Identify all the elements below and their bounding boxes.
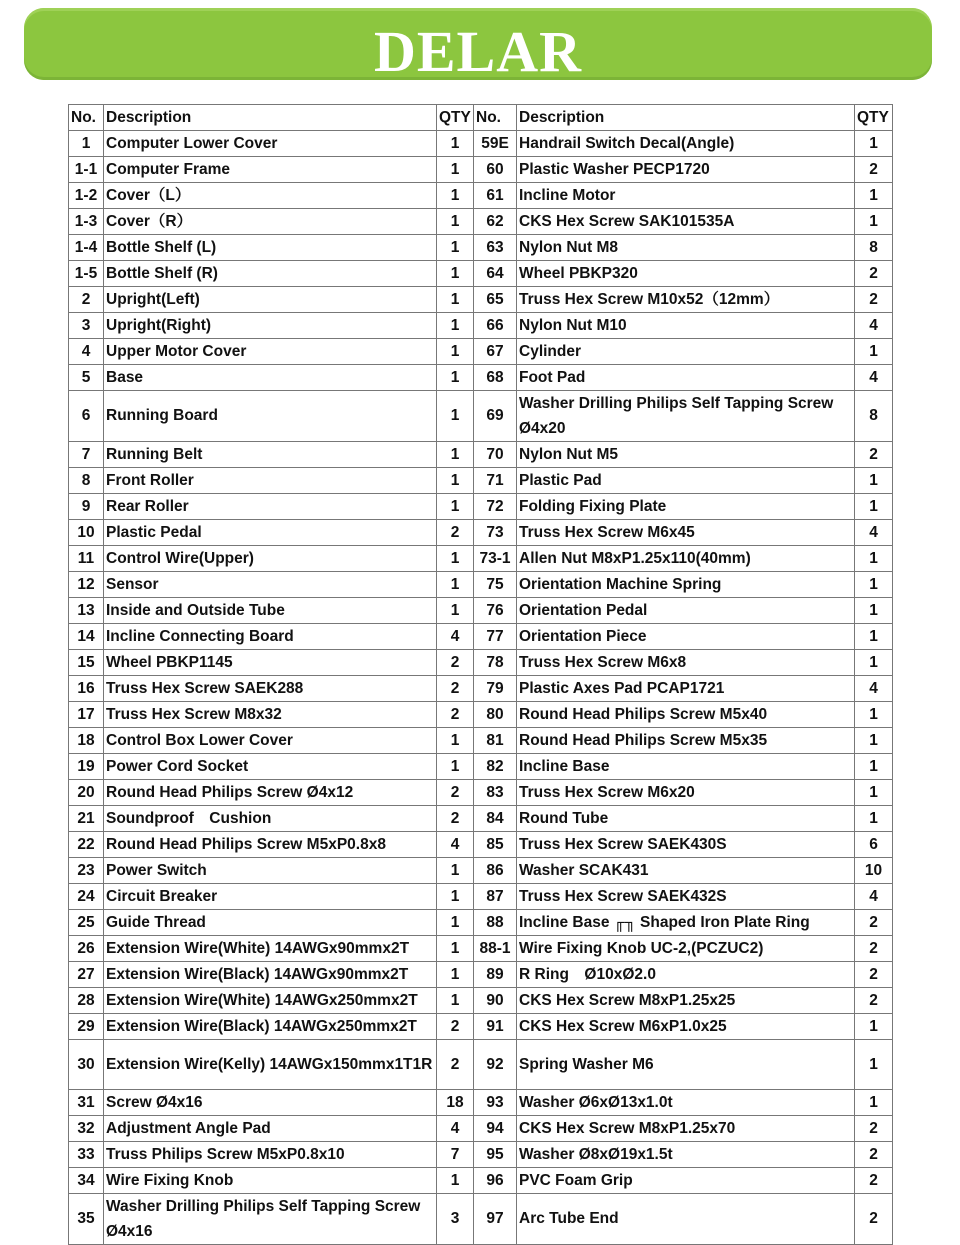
part-quantity-cell: 1 <box>437 287 474 313</box>
part-quantity-cell: 4 <box>855 365 893 391</box>
part-number-cell: 13 <box>69 598 104 624</box>
table-row <box>69 1116 893 1142</box>
part-number-cell: 25 <box>69 910 104 936</box>
table-row <box>69 313 893 339</box>
part-number-cell: 4 <box>69 339 104 365</box>
part-quantity-cell: 8 <box>855 391 893 442</box>
part-number-cell: 69 <box>474 391 517 442</box>
part-description-cell: Sensor <box>104 572 437 598</box>
part-quantity-cell: 1 <box>855 806 893 832</box>
part-quantity-cell: 4 <box>855 676 893 702</box>
part-number-cell: 5 <box>69 365 104 391</box>
part-description-cell: Adjustment Angle Pad <box>104 1116 437 1142</box>
part-number-cell: 12 <box>69 572 104 598</box>
part-description-cell: Incline Base <box>517 754 855 780</box>
part-description-cell: Nylon Nut M5 <box>517 442 855 468</box>
part-description-cell: Power Switch <box>104 858 437 884</box>
part-description-cell: Round Head Philips Screw M5x35 <box>517 728 855 754</box>
part-number-cell: 59E <box>474 131 517 157</box>
part-quantity-cell: 1 <box>855 1090 893 1116</box>
part-description-cell: Power Cord Socket <box>104 754 437 780</box>
table-row <box>69 910 893 936</box>
part-number-cell: 96 <box>474 1168 517 1194</box>
part-number-cell: 26 <box>69 936 104 962</box>
part-quantity-cell: 1 <box>855 1040 893 1090</box>
table-row <box>69 572 893 598</box>
part-quantity-cell: 1 <box>855 598 893 624</box>
part-quantity-cell: 1 <box>437 235 474 261</box>
part-description-cell: Washer Drilling Philips Self Tapping Screw Ø4x16 <box>104 1194 437 1245</box>
part-quantity-cell: 1 <box>437 209 474 235</box>
part-number-cell: 66 <box>474 313 517 339</box>
part-quantity-cell: 2 <box>855 962 893 988</box>
table-row <box>69 157 893 183</box>
part-number-cell: 88-1 <box>474 936 517 962</box>
part-number-cell: 88 <box>474 910 517 936</box>
part-quantity-cell: 4 <box>437 832 474 858</box>
part-quantity-cell: 1 <box>437 261 474 287</box>
table-row <box>69 1168 893 1194</box>
table-row <box>69 858 893 884</box>
column-header-description: Description <box>104 105 437 131</box>
part-description-cell: Computer Frame <box>104 157 437 183</box>
part-description-cell: Extension Wire(White) 14AWGx250mmx2T <box>104 988 437 1014</box>
part-description-cell: Folding Fixing Plate <box>517 494 855 520</box>
part-quantity-cell: 4 <box>855 520 893 546</box>
part-description-cell: Plastic Pad <box>517 468 855 494</box>
part-number-cell: 22 <box>69 832 104 858</box>
column-header-no: No. <box>474 105 517 131</box>
part-quantity-cell: 1 <box>437 494 474 520</box>
part-description-cell: CKS Hex Screw SAK101535A <box>517 209 855 235</box>
part-quantity-cell: 1 <box>437 754 474 780</box>
table-row <box>69 884 893 910</box>
table-row <box>69 209 893 235</box>
part-quantity-cell: 7 <box>437 1142 474 1168</box>
part-number-cell: 97 <box>474 1194 517 1245</box>
part-description-cell: Plastic Pedal <box>104 520 437 546</box>
part-number-cell: 73 <box>474 520 517 546</box>
part-description-cell: Screw Ø4x16 <box>104 1090 437 1116</box>
part-quantity-cell: 1 <box>437 365 474 391</box>
part-description-cell: Spring Washer M6 <box>517 1040 855 1090</box>
part-quantity-cell: 2 <box>437 806 474 832</box>
part-quantity-cell: 1 <box>855 494 893 520</box>
part-number-cell: 61 <box>474 183 517 209</box>
part-description-cell: Soundproof Cushion <box>104 806 437 832</box>
part-description-cell: CKS Hex Screw M8xP1.25x25 <box>517 988 855 1014</box>
part-description-cell: Circuit Breaker <box>104 884 437 910</box>
part-number-cell: 94 <box>474 1116 517 1142</box>
part-description-cell: Cylinder <box>517 339 855 365</box>
part-number-cell: 16 <box>69 676 104 702</box>
part-quantity-cell: 1 <box>855 572 893 598</box>
part-quantity-cell: 1 <box>437 962 474 988</box>
table-row <box>69 494 893 520</box>
table-row <box>69 988 893 1014</box>
part-quantity-cell: 2 <box>437 1014 474 1040</box>
part-description-cell: Truss Hex Screw M6x20 <box>517 780 855 806</box>
table-row <box>69 780 893 806</box>
part-quantity-cell: 2 <box>437 1040 474 1090</box>
part-description-cell: Orientation Piece <box>517 624 855 650</box>
parts-list-table <box>68 104 893 1245</box>
part-description-cell: Orientation Pedal <box>517 598 855 624</box>
part-number-cell: 84 <box>474 806 517 832</box>
part-description-cell: Nylon Nut M8 <box>517 235 855 261</box>
part-description-cell: Incline Connecting Board <box>104 624 437 650</box>
part-number-cell: 70 <box>474 442 517 468</box>
part-quantity-cell: 1 <box>437 313 474 339</box>
part-number-cell: 35 <box>69 1194 104 1245</box>
table-row <box>69 1040 893 1090</box>
part-quantity-cell: 1 <box>855 728 893 754</box>
part-description-cell: Extension Wire(Kelly) 14AWGx150mmx1T1R <box>104 1040 437 1090</box>
part-number-cell: 27 <box>69 962 104 988</box>
part-quantity-cell: 2 <box>855 261 893 287</box>
part-number-cell: 92 <box>474 1040 517 1090</box>
table-row <box>69 806 893 832</box>
part-quantity-cell: 1 <box>437 598 474 624</box>
part-description-cell: Allen Nut M8xP1.25x110(40mm) <box>517 546 855 572</box>
part-quantity-cell: 1 <box>437 339 474 365</box>
part-number-cell: 21 <box>69 806 104 832</box>
part-description-cell: Upright(Left) <box>104 287 437 313</box>
table-row <box>69 287 893 313</box>
part-description-cell: Truss Hex Screw M6x45 <box>517 520 855 546</box>
part-number-cell: 85 <box>474 832 517 858</box>
part-quantity-cell: 2 <box>855 936 893 962</box>
part-description-cell: Truss Hex Screw SAEK430S <box>517 832 855 858</box>
table-row <box>69 832 893 858</box>
part-quantity-cell: 1 <box>855 702 893 728</box>
part-number-cell: 23 <box>69 858 104 884</box>
part-number-cell: 72 <box>474 494 517 520</box>
part-description-cell: Round Head Philips Screw M5xP0.8x8 <box>104 832 437 858</box>
part-description-cell: Truss Hex Screw SAEK288 <box>104 676 437 702</box>
part-description-cell: Washer Ø6xØ13x1.0t <box>517 1090 855 1116</box>
part-description-cell: Plastic Washer PECP1720 <box>517 157 855 183</box>
part-number-cell: 79 <box>474 676 517 702</box>
part-quantity-cell: 10 <box>855 858 893 884</box>
part-number-cell: 91 <box>474 1014 517 1040</box>
part-number-cell: 1-4 <box>69 235 104 261</box>
part-number-cell: 3 <box>69 313 104 339</box>
part-quantity-cell: 1 <box>437 910 474 936</box>
part-quantity-cell: 1 <box>437 442 474 468</box>
part-number-cell: 6 <box>69 391 104 442</box>
part-number-cell: 71 <box>474 468 517 494</box>
page-title: DELAR <box>373 19 583 84</box>
table-row <box>69 624 893 650</box>
part-description-cell: Round Head Philips Screw M5x40 <box>517 702 855 728</box>
table-header-row <box>69 105 893 131</box>
part-quantity-cell: 1 <box>437 884 474 910</box>
part-description-cell: CKS Hex Screw M6xP1.0x25 <box>517 1014 855 1040</box>
part-quantity-cell: 18 <box>437 1090 474 1116</box>
part-quantity-cell: 1 <box>855 780 893 806</box>
part-quantity-cell: 2 <box>855 157 893 183</box>
part-number-cell: 9 <box>69 494 104 520</box>
part-quantity-cell: 1 <box>855 183 893 209</box>
part-number-cell: 60 <box>474 157 517 183</box>
part-description-cell: Cover（L） <box>104 183 437 209</box>
part-description-cell: Extension Wire(White) 14AWGx90mmx2T <box>104 936 437 962</box>
part-quantity-cell: 3 <box>437 1194 474 1245</box>
part-description-cell: Truss Hex Screw M10x52（12mm） <box>517 287 855 313</box>
part-number-cell: 1-2 <box>69 183 104 209</box>
part-number-cell: 1 <box>69 131 104 157</box>
part-description-cell: Wire Fixing Knob UC-2,(PCZUC2) <box>517 936 855 962</box>
part-number-cell: 87 <box>474 884 517 910</box>
table-row <box>69 261 893 287</box>
part-quantity-cell: 2 <box>855 287 893 313</box>
table-row <box>69 391 893 442</box>
part-number-cell: 67 <box>474 339 517 365</box>
part-description-cell: Wire Fixing Knob <box>104 1168 437 1194</box>
part-description-cell: Washer Drilling Philips Self Tapping Screw Ø4x20 <box>517 391 855 442</box>
part-description-cell: Wheel PBKP1145 <box>104 650 437 676</box>
part-quantity-cell: 1 <box>855 468 893 494</box>
part-number-cell: 75 <box>474 572 517 598</box>
part-description-cell: Control Box Lower Cover <box>104 728 437 754</box>
part-quantity-cell: 1 <box>437 988 474 1014</box>
part-description-cell: Orientation Machine Spring <box>517 572 855 598</box>
part-description-cell: Washer Ø8xØ19x1.5t <box>517 1142 855 1168</box>
part-description-cell: Guide Thread <box>104 910 437 936</box>
part-quantity-cell: 2 <box>437 702 474 728</box>
part-description-cell: Foot Pad <box>517 365 855 391</box>
part-quantity-cell: 2 <box>855 442 893 468</box>
part-quantity-cell: 1 <box>437 131 474 157</box>
table-row <box>69 468 893 494</box>
part-quantity-cell: 4 <box>855 884 893 910</box>
part-quantity-cell: 2 <box>855 988 893 1014</box>
part-quantity-cell: 2 <box>855 910 893 936</box>
table-row <box>69 962 893 988</box>
part-number-cell: 8 <box>69 468 104 494</box>
part-number-cell: 95 <box>474 1142 517 1168</box>
part-number-cell: 2 <box>69 287 104 313</box>
part-quantity-cell: 2 <box>437 780 474 806</box>
part-number-cell: 1-5 <box>69 261 104 287</box>
table-row <box>69 1194 893 1245</box>
table-row <box>69 365 893 391</box>
part-description-cell: Running Belt <box>104 442 437 468</box>
table-row <box>69 546 893 572</box>
part-description-cell: Bottle Shelf (R) <box>104 261 437 287</box>
part-quantity-cell: 1 <box>855 624 893 650</box>
part-number-cell: 81 <box>474 728 517 754</box>
part-description-cell: Incline Motor <box>517 183 855 209</box>
part-description-cell: Incline Base ╓╖ Shaped Iron Plate Ring <box>517 910 855 936</box>
table-row <box>69 702 893 728</box>
part-quantity-cell: 1 <box>855 650 893 676</box>
part-number-cell: 1-3 <box>69 209 104 235</box>
part-description-cell: Washer SCAK431 <box>517 858 855 884</box>
part-quantity-cell: 4 <box>437 1116 474 1142</box>
table-row <box>69 728 893 754</box>
part-number-cell: 62 <box>474 209 517 235</box>
part-number-cell: 20 <box>69 780 104 806</box>
part-quantity-cell: 1 <box>437 936 474 962</box>
part-quantity-cell: 2 <box>855 1168 893 1194</box>
part-description-cell: Truss Hex Screw M6x8 <box>517 650 855 676</box>
part-quantity-cell: 6 <box>855 832 893 858</box>
part-number-cell: 86 <box>474 858 517 884</box>
part-number-cell: 64 <box>474 261 517 287</box>
part-quantity-cell: 4 <box>855 313 893 339</box>
part-description-cell: Round Head Philips Screw Ø4x12 <box>104 780 437 806</box>
part-quantity-cell: 1 <box>855 546 893 572</box>
part-description-cell: CKS Hex Screw M8xP1.25x70 <box>517 1116 855 1142</box>
part-description-cell: Wheel PBKP320 <box>517 261 855 287</box>
part-number-cell: 82 <box>474 754 517 780</box>
part-description-cell: Control Wire(Upper) <box>104 546 437 572</box>
table-row <box>69 235 893 261</box>
part-description-cell: Base <box>104 365 437 391</box>
part-number-cell: 32 <box>69 1116 104 1142</box>
part-quantity-cell: 1 <box>437 183 474 209</box>
part-number-cell: 28 <box>69 988 104 1014</box>
part-description-cell: Cover（R） <box>104 209 437 235</box>
part-description-cell: R Ring Ø10xØ2.0 <box>517 962 855 988</box>
part-number-cell: 89 <box>474 962 517 988</box>
part-number-cell: 33 <box>69 1142 104 1168</box>
part-description-cell: Extension Wire(Black) 14AWGx90mmx2T <box>104 962 437 988</box>
part-quantity-cell: 1 <box>437 858 474 884</box>
part-number-cell: 83 <box>474 780 517 806</box>
part-number-cell: 10 <box>69 520 104 546</box>
column-header-description: Description <box>517 105 855 131</box>
part-quantity-cell: 2 <box>437 650 474 676</box>
part-number-cell: 31 <box>69 1090 104 1116</box>
part-quantity-cell: 1 <box>437 572 474 598</box>
column-header-qty: QTY <box>855 105 893 131</box>
table-row <box>69 1142 893 1168</box>
part-quantity-cell: 1 <box>437 546 474 572</box>
part-number-cell: 19 <box>69 754 104 780</box>
part-quantity-cell: 2 <box>437 520 474 546</box>
part-number-cell: 65 <box>474 287 517 313</box>
table-row <box>69 598 893 624</box>
part-number-cell: 17 <box>69 702 104 728</box>
part-number-cell: 93 <box>474 1090 517 1116</box>
part-description-cell: Front Roller <box>104 468 437 494</box>
part-description-cell: PVC Foam Grip <box>517 1168 855 1194</box>
column-header-no: No. <box>69 105 104 131</box>
part-quantity-cell: 1 <box>855 754 893 780</box>
part-description-cell: Inside and Outside Tube <box>104 598 437 624</box>
part-number-cell: 78 <box>474 650 517 676</box>
table-row <box>69 442 893 468</box>
table-row <box>69 520 893 546</box>
part-description-cell: Round Tube <box>517 806 855 832</box>
part-description-cell: Plastic Axes Pad PCAP1721 <box>517 676 855 702</box>
part-number-cell: 34 <box>69 1168 104 1194</box>
part-quantity-cell: 1 <box>437 728 474 754</box>
table-row <box>69 936 893 962</box>
part-number-cell: 63 <box>474 235 517 261</box>
part-number-cell: 15 <box>69 650 104 676</box>
table-row <box>69 183 893 209</box>
part-number-cell: 29 <box>69 1014 104 1040</box>
part-description-cell: Extension Wire(Black) 14AWGx250mmx2T <box>104 1014 437 1040</box>
part-description-cell: Running Board <box>104 391 437 442</box>
part-quantity-cell: 1 <box>855 131 893 157</box>
table-row <box>69 1090 893 1116</box>
part-description-cell: Handrail Switch Decal(Angle) <box>517 131 855 157</box>
part-description-cell: Rear Roller <box>104 494 437 520</box>
part-quantity-cell: 1 <box>437 468 474 494</box>
part-quantity-cell: 1 <box>437 1168 474 1194</box>
part-number-cell: 73-1 <box>474 546 517 572</box>
part-description-cell: Upright(Right) <box>104 313 437 339</box>
part-number-cell: 76 <box>474 598 517 624</box>
part-quantity-cell: 2 <box>855 1116 893 1142</box>
table-row <box>69 339 893 365</box>
part-quantity-cell: 1 <box>437 157 474 183</box>
part-quantity-cell: 2 <box>855 1142 893 1168</box>
table-row <box>69 754 893 780</box>
part-description-cell: Upper Motor Cover <box>104 339 437 365</box>
table-row <box>69 676 893 702</box>
part-quantity-cell: 1 <box>855 1014 893 1040</box>
part-number-cell: 1-1 <box>69 157 104 183</box>
part-quantity-cell: 2 <box>437 676 474 702</box>
part-number-cell: 14 <box>69 624 104 650</box>
part-number-cell: 7 <box>69 442 104 468</box>
title-banner <box>24 8 932 84</box>
parts-list-body <box>69 131 893 1245</box>
part-description-cell: Truss Hex Screw M8x32 <box>104 702 437 728</box>
column-header-qty: QTY <box>437 105 474 131</box>
part-number-cell: 24 <box>69 884 104 910</box>
part-description-cell: Computer Lower Cover <box>104 131 437 157</box>
part-description-cell: Truss Philips Screw M5xP0.8x10 <box>104 1142 437 1168</box>
table-row <box>69 1014 893 1040</box>
part-number-cell: 68 <box>474 365 517 391</box>
part-description-cell: Nylon Nut M10 <box>517 313 855 339</box>
part-quantity-cell: 2 <box>855 1194 893 1245</box>
part-number-cell: 90 <box>474 988 517 1014</box>
table-row <box>69 131 893 157</box>
part-number-cell: 80 <box>474 702 517 728</box>
part-number-cell: 30 <box>69 1040 104 1090</box>
part-description-cell: Bottle Shelf (L) <box>104 235 437 261</box>
table-row <box>69 650 893 676</box>
part-number-cell: 11 <box>69 546 104 572</box>
part-quantity-cell: 1 <box>437 391 474 442</box>
part-number-cell: 77 <box>474 624 517 650</box>
part-number-cell: 18 <box>69 728 104 754</box>
part-quantity-cell: 1 <box>855 209 893 235</box>
part-quantity-cell: 4 <box>437 624 474 650</box>
part-description-cell: Arc Tube End <box>517 1194 855 1245</box>
part-quantity-cell: 8 <box>855 235 893 261</box>
part-description-cell: Truss Hex Screw SAEK432S <box>517 884 855 910</box>
part-quantity-cell: 1 <box>855 339 893 365</box>
